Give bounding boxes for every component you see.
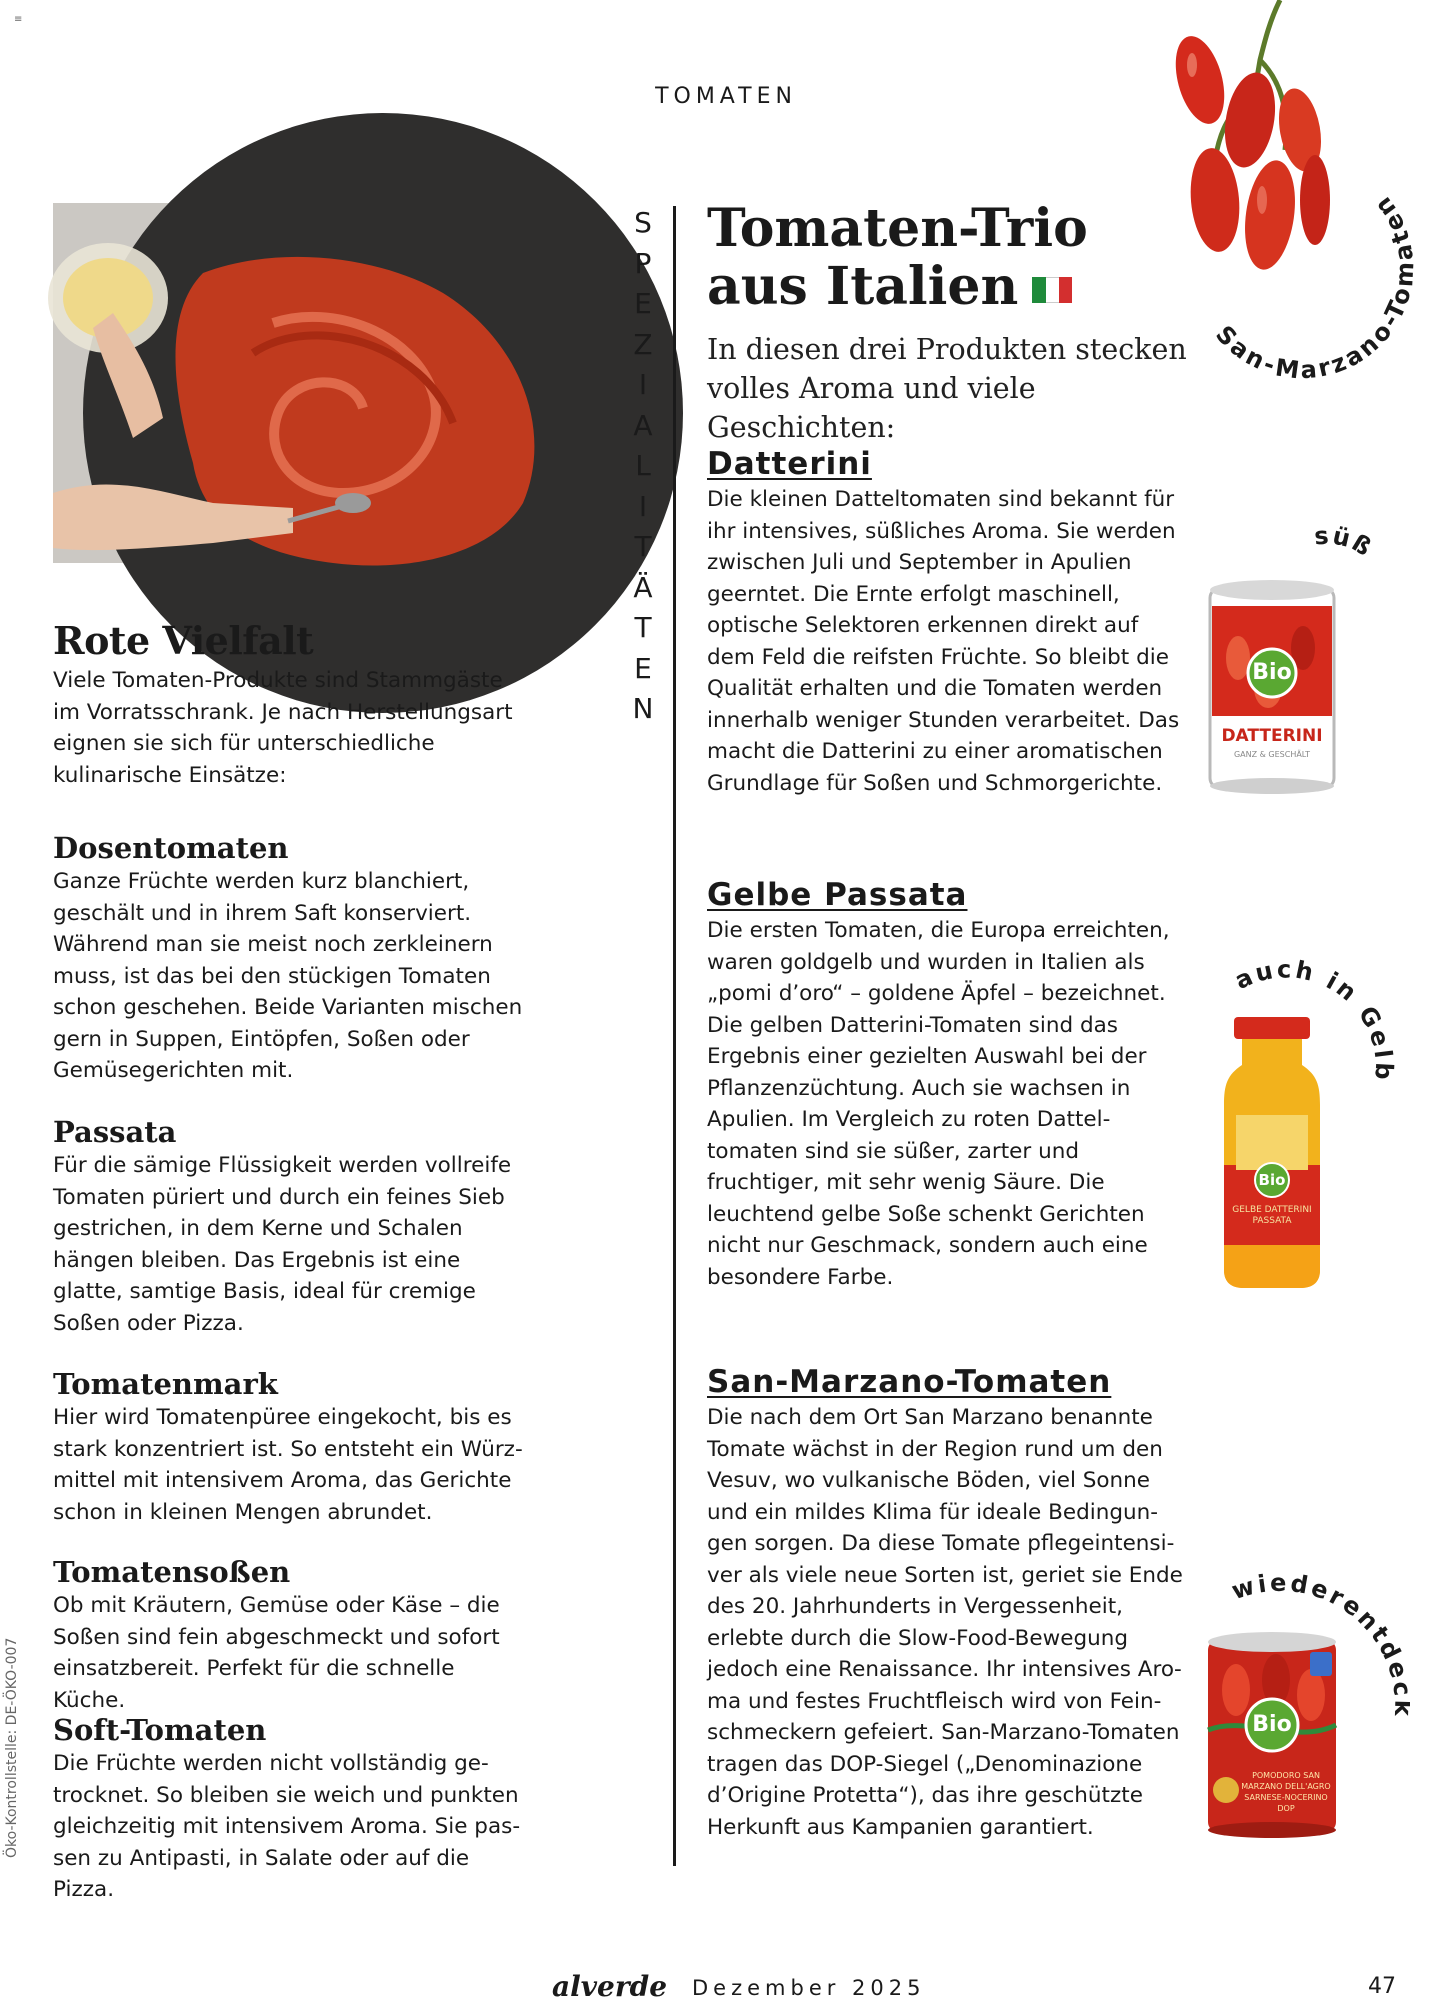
- vertical-letter: T: [634, 611, 652, 644]
- category-title: Passata: [53, 1115, 177, 1149]
- main-title-line1: Tomaten-Trio: [707, 198, 1088, 259]
- vertical-letter: N: [632, 692, 654, 725]
- page-number: 47: [1368, 1974, 1396, 1999]
- badge-text: süß: [1313, 525, 1379, 563]
- brand-logo: alverde: [552, 1970, 668, 2003]
- product-san-marzano: [707, 1362, 1187, 1843]
- product-text: Die ersten Tomaten, die Europa erreichten, waren goldgelb und wurden in Italien als „pomi d’oro“ – goldene Äpfel – bezeichnet. Die gelben Datterini-Tomaten sind das Ergebnis einer gezielten Auswahl bei der Pflanzenzüchtung. Auch sie wachsen in Apulien. Im Vergleich zu roten Datteltomaten sind sie süßer, zarter und fruchtiger, mit sehr wenig Säure. Die leuchtend gelbe Soße schenkt Gerichten nicht nur Geschmack, sondern auch eine besondere Farbe.: [707, 918, 1170, 1290]
- badge-text: wiederentd: [1228, 1568, 1408, 1667]
- category-title: Tomatensoßen: [53, 1555, 291, 1589]
- category-text: Ganze Früchte werden kurz blanchiert, geschält und in ihrem Saft konserviert. Während man sie meist noch zerkleinern muss, ist das bei den stückigen Tomaten schon geschehen. Beide Varianten mischen gern in Suppen, Eintöpfen, Soßen oder Gemüsegerichten mit.: [53, 869, 523, 1083]
- issue-date: Dezember 2025: [692, 1976, 926, 2000]
- svg-text:süß: [1313, 525, 1378, 563]
- oeko-kontrollstelle-note: Öko-Kontrollstelle: DE-ÖKO-007: [4, 1637, 20, 1858]
- vertical-letter: T: [634, 530, 652, 563]
- category-text: Hier wird Tomatenpüree eingekocht, bis es stark konzentriert ist. So entsteht ein Würzmittel mit intensivem Aroma, das Gerichte schon in kleinen Mengen abrundet.: [53, 1405, 523, 1525]
- vertical-label-spezialitaeten: [628, 203, 658, 730]
- vertical-letter: I: [638, 368, 648, 401]
- category-title: Tomatenmark: [53, 1367, 278, 1401]
- vertical-letter: E: [634, 287, 652, 320]
- category-text: Die Früchte werden nicht vollständig getrocknet. So bleiben sie weich und punkten gleichzeitig mit intensivem Aroma. Sie passen zu Antipasti, in Salate oder auf die Pizza.: [53, 1751, 521, 1902]
- main-title: [707, 200, 1088, 316]
- category-title: Soft-Tomaten: [53, 1713, 267, 1747]
- datterini-can-image: [1208, 578, 1336, 796]
- badge-suess: [1310, 525, 1390, 585]
- badge-san-marzano: [1195, 195, 1415, 415]
- intro-text: Viele Tomaten-Produkte sind Stammgäste im Vorratsschrank. Je nach Herstellungsart eignen sie sich für unterschiedliche kulinarische Einsätze:: [53, 668, 513, 788]
- category-soft-tomaten: [53, 1712, 523, 1906]
- category-tomatenmark: [53, 1366, 523, 1528]
- bio-logo: Bio: [1258, 1171, 1286, 1189]
- product-gelbe-passata: [707, 875, 1187, 1293]
- badge-text: uch in Gel: [1252, 955, 1395, 1063]
- section-label: TOMATEN: [655, 84, 797, 109]
- main-title-line2: aus Italien: [707, 256, 1019, 317]
- vertical-letter: Ä: [633, 570, 653, 604]
- product-title: Gelbe Passata: [707, 877, 968, 913]
- header-mark: ≡: [14, 14, 23, 25]
- pizza-photo: [53, 203, 573, 563]
- intro-title: Rote Vielfalt: [53, 618, 314, 663]
- category-tomatensossen: [53, 1554, 523, 1716]
- can-label: POMODORO SAN MARZANO DELL'AGRO SARNESE-NOCERINO DOP: [1241, 1771, 1331, 1813]
- category-title: Dosentomaten: [53, 831, 289, 865]
- vertical-letter: E: [634, 651, 652, 685]
- product-text: Die kleinen Datteltomaten sind bekannt für ihr intensives, süßliches Aroma. Sie werden zwischen Juli und September in Apulien geerntet. Die Ernte erfolgt maschinell, optische Selektoren erkennen direkt auf dem Feld die reifsten Früchte. So bleibt die Qualität erhalten und die Tomaten werden innerhalb weniger Stunden verarbeitet. Das macht die Datterini zu einer aromatischen Grundlage für Soßen und Schmorgerichte.: [707, 487, 1180, 796]
- bio-logo: Bio: [1252, 660, 1292, 685]
- product-title: San-Marzano-Tomaten: [707, 1364, 1112, 1400]
- product-datterini: [707, 444, 1187, 799]
- vertical-letter: I: [638, 489, 648, 523]
- vertical-letter: A: [633, 408, 653, 442]
- san-marzano-can-image: [1206, 1630, 1338, 1840]
- can-label: DATTERINI: [1221, 726, 1323, 746]
- vertical-letter: Z: [633, 327, 653, 361]
- category-passata: [53, 1114, 523, 1339]
- product-title: Datterini: [707, 446, 872, 482]
- column-divider: [673, 206, 676, 1866]
- bio-logo: Bio: [1252, 1712, 1292, 1737]
- can-sublabel: GANZ & GESCHÄLT: [1233, 750, 1311, 759]
- svg-text:San-Marzano-Tomaten: [1210, 195, 1415, 385]
- vertical-letter: P: [634, 246, 652, 280]
- category-text: Für die sämige Flüssigkeit werden vollreife Tomaten püriert und durch ein feines Sieb gestrichen, in dem Kerne und Schalen hängen bleiben. Das Ergebnis ist eine glatte, samtige Basis, ideal für cremige Soßen oder Pizza.: [53, 1153, 512, 1336]
- category-text: Ob mit Kräutern, Gemüse oder Käse – die Soßen sind fein abgeschmeckt und sofort einsatzbereit. Perfekt für die schnelle Küche.: [53, 1593, 500, 1713]
- main-subtitle: In diesen drei Produkten stecken volles Aroma und viele Geschichten:: [707, 333, 1187, 444]
- badge-text: San-Marzano-To ten: [1210, 195, 1415, 385]
- gelbe-passata-jar-image: [1222, 1015, 1322, 1290]
- product-text: Die nach dem Ort San Marzano benannte Tomate wächst in der Region rund um den Vesuv, wo vulkanische Böden, viel Sonne und ein mildes Klima für ideale Bedingungen sorgen. Da diese Tomate pflegeintensiver als viele neue Sorten ist, geriet sie Ende des 20. Jahrhunderts in Vergessenheit, erlebte durch die Slow-Food-Bewegung jedoch eine Renaissance. Ihr intensives Aroma und festes Fruchtfleisch wird von Feinschmeckern gefeiert. San-Marzano-Tomaten tragen das DOP-Siegel („Denominazione d’Origine Protetta“), das ihre geschützte Herkunft aus Kampanien garantiert.: [707, 1405, 1183, 1840]
- vertical-letter: L: [635, 449, 651, 482]
- italy-flag-icon: [1032, 277, 1072, 303]
- jar-label: GELBE DATTERINI PASSATA: [1232, 1205, 1312, 1226]
- category-dosentomaten: [53, 830, 523, 1087]
- vertical-letter: S: [634, 206, 652, 239]
